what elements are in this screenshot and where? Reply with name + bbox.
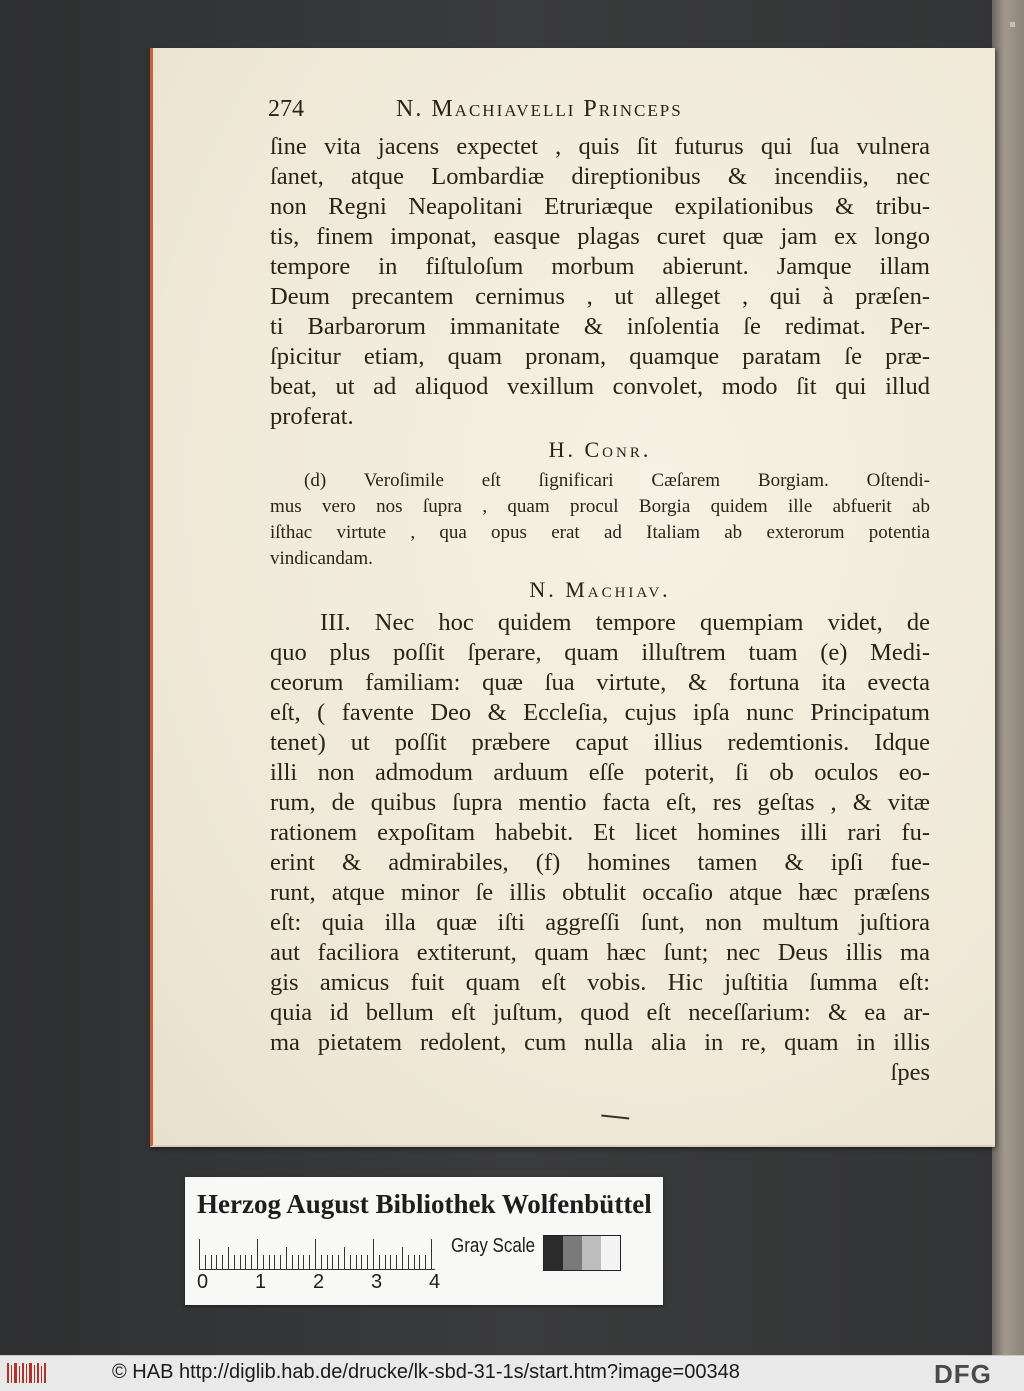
scale-ruler xyxy=(199,1235,435,1270)
ruler-tick xyxy=(251,1255,252,1269)
ruler-tick xyxy=(321,1255,322,1269)
ruler-tick xyxy=(269,1255,270,1269)
ruler-tick xyxy=(245,1255,246,1269)
text-line: non Regni Neapolitani Etruriæque expilationibus & tribu- xyxy=(270,193,930,220)
ruler-tick xyxy=(228,1247,229,1269)
ruler-tick xyxy=(303,1255,304,1269)
ruler-tick xyxy=(390,1255,391,1269)
ruler-tick xyxy=(309,1255,310,1269)
text-line: illi non admodum arduum eſſe poterit, ſi ob oculos eo- xyxy=(270,759,930,786)
page-header xyxy=(268,92,948,126)
ruler-tick xyxy=(199,1239,200,1269)
ruler-tick xyxy=(332,1255,333,1269)
text-line: ceorum familiam: quæ ſua virtute, & fortuna ita evecta xyxy=(270,669,930,696)
text-line: rationem expoſitam habebit. Et licet homines illi rari fu- xyxy=(270,819,930,846)
ruler-tick xyxy=(327,1255,328,1269)
section-heading-machiav: N. Machiav. xyxy=(529,577,671,602)
ruler-tick xyxy=(292,1255,293,1269)
catchword: ſpes xyxy=(890,1059,930,1086)
ruler-tick xyxy=(205,1255,206,1269)
ruler-number: 0 xyxy=(197,1271,209,1293)
dfg-logo: DFG xyxy=(934,1359,992,1389)
text-line: gis amicus fuit quam eſt vobis. Hic juſtitia ſumma eſt: xyxy=(270,969,930,996)
section-heading-conr: H. Conr. xyxy=(548,437,652,462)
note-line: iſthac virtute , qua opus erat ad Italiam ab exterorum potentia xyxy=(270,522,930,543)
gray-scale-swatches xyxy=(543,1235,621,1271)
ruler-tick xyxy=(263,1255,264,1269)
text-line: proferat. xyxy=(270,403,354,430)
book-page xyxy=(150,48,995,1147)
text-line: ſine vita jacens expectet , quis ſit futurus qui ſua vulnera xyxy=(270,133,930,160)
ruler-tick xyxy=(396,1255,397,1269)
ruler-tick xyxy=(315,1239,316,1269)
text-line: ti Barbarorum immanitate & inſolentia ſe redimat. Per- xyxy=(270,313,930,340)
gray-swatch xyxy=(601,1236,620,1270)
page-number: 274 xyxy=(268,96,304,122)
text-line: beat, ut ad aliquod vexillum convolet, modo ſit qui illud xyxy=(270,373,930,400)
ruler-tick xyxy=(367,1255,368,1269)
text-line: ſanet, atque Lombardiæ direptionibus & incendiis, nec xyxy=(270,163,930,190)
ruler-tick xyxy=(402,1247,403,1269)
body-paragraph-1 xyxy=(270,132,930,432)
gray-swatch xyxy=(544,1236,563,1270)
ruler-numbers xyxy=(193,1269,453,1295)
ruler-tick xyxy=(216,1255,217,1269)
ruler-tick xyxy=(211,1255,212,1269)
copyright-url[interactable]: © HAB http://diglib.hab.de/drucke/lk-sbd-31-1s/start.htm?image=00348 xyxy=(112,1361,740,1383)
text-line: quo plus poſſit ſperare, quam illuſtrem tuam (e) Medi- xyxy=(270,639,930,666)
body-paragraph-2 xyxy=(270,608,930,1088)
ruler-number: 2 xyxy=(313,1271,325,1293)
ruler-number: 1 xyxy=(255,1271,267,1293)
text-line: tis, finem imponat, easque plagas curet quæ jam ex longo xyxy=(270,223,930,250)
text-line: Deum precantem cernimus , ut alleget , qui à præſen- xyxy=(270,283,930,310)
ruler-tick xyxy=(350,1255,351,1269)
note-line: vindicandam. xyxy=(270,548,373,569)
ruler-tick xyxy=(286,1247,287,1269)
ink-mark xyxy=(601,1115,630,1126)
text-line: rum, de quibus ſupra mentio facta eſt, res geſtas , & vitæ xyxy=(270,789,930,816)
footer-bar xyxy=(0,1355,1024,1391)
page-text xyxy=(270,132,930,1088)
text-line: ma pietatem redolent, cum nulla alia in re, quam in illis xyxy=(270,1029,930,1056)
book-edge-strip xyxy=(992,0,1024,1355)
text-line: eſt, ( favente Deo & Eccleſia, cujus ipſa nunc Principatum xyxy=(270,699,930,726)
ruler-tick xyxy=(356,1255,357,1269)
text-line: quia id bellum eſt juſtum, quod eſt neceſſarium: & ea ar- xyxy=(270,999,930,1026)
ruler-tick xyxy=(408,1255,409,1269)
text-line: aut faciliora extiterunt, quam hæc ſunt; nec Deus illis ma xyxy=(270,939,930,966)
running-title: N. Machiavelli Princeps xyxy=(396,96,683,122)
hab-barcode-icon xyxy=(6,1361,48,1385)
library-label-card xyxy=(185,1177,663,1305)
ruler-number: 3 xyxy=(371,1271,383,1293)
library-name: Herzog August Bibliothek Wolfenbüttel xyxy=(197,1189,652,1219)
ruler-tick xyxy=(373,1239,374,1269)
ruler-tick xyxy=(257,1239,258,1269)
text-line: ſpicitur etiam, quam pronam, quamque paratam ſe præ- xyxy=(270,343,930,370)
ruler-number: 4 xyxy=(429,1271,441,1293)
ruler-tick xyxy=(414,1255,415,1269)
footnote-d xyxy=(270,468,930,572)
gray-scale-label: Gray Scale xyxy=(451,1235,536,1257)
ruler-tick xyxy=(361,1255,362,1269)
ruler-tick xyxy=(338,1255,339,1269)
ruler-tick xyxy=(240,1255,241,1269)
ruler-tick xyxy=(222,1255,223,1269)
ruler-tick xyxy=(280,1255,281,1269)
text-line: erint & admirabiles, (f) homines tamen & ipſi fue- xyxy=(270,849,930,876)
gray-swatch xyxy=(582,1236,601,1270)
ruler-tick xyxy=(425,1255,426,1269)
ruler-tick xyxy=(274,1255,275,1269)
note-line: (d) Veroſimile eſt ſignificari Cæſarem Borgiam. Oſtendi- xyxy=(304,470,930,491)
text-line: eſt: quia illa quæ iſti aggreſſi ſunt, non multum juſtiora xyxy=(270,909,930,936)
note-line: mus vero nos ſupra , quam procul Borgia quidem ille abfuerit ab xyxy=(270,496,930,517)
text-line: runt, atque minor ſe illis obtulit occaſio atque hæc præſens xyxy=(270,879,930,906)
ruler-tick xyxy=(431,1239,432,1269)
text-line: III. Nec hoc quidem tempore quempiam videt, de xyxy=(320,609,930,636)
ruler-tick xyxy=(298,1255,299,1269)
ruler-tick xyxy=(419,1255,420,1269)
ruler-tick xyxy=(385,1255,386,1269)
gray-swatch xyxy=(563,1236,582,1270)
ruler-tick xyxy=(234,1255,235,1269)
ruler-tick xyxy=(379,1255,380,1269)
text-line: tempore in fiſtuloſum morbum abierunt. Jamque illam xyxy=(270,253,930,280)
text-line: tenet) ut poſſit præbere caput illius redemtionis. Idque xyxy=(270,729,930,756)
strip-mark xyxy=(1010,22,1015,27)
ruler-tick xyxy=(344,1247,345,1269)
